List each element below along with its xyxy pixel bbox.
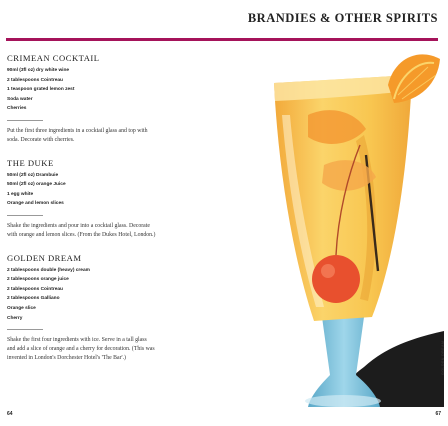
recipe-the-duke <box>7 158 202 240</box>
ingredient: 90ml (3fl oz) dry white wine <box>7 68 70 73</box>
ingredient: 2 tablespoons Galliano <box>7 296 60 302</box>
ingredient: Cherries <box>7 106 27 112</box>
divider <box>7 329 43 330</box>
method-line: Shake the first four ingredients with ice. Serve in a tall glass <box>7 337 147 344</box>
ingredient: 50ml (2fl oz) orange Juice <box>7 182 66 188</box>
ingredient: 2 tablespoons Cointreau <box>7 286 63 292</box>
method-line: with orange and lemon slices. (From the Dukes Hotel, London.) <box>7 231 156 238</box>
recipe-golden-dream <box>7 253 202 363</box>
ingredient: Orange slice <box>7 305 36 311</box>
recipe-method <box>7 127 197 145</box>
ingredient: 1 teaspoon grated lemon zest <box>7 87 75 93</box>
method-line: soda. Decorate with cherries. <box>7 136 75 143</box>
recipe-title: GOLDEN DREAM <box>7 252 82 263</box>
divider <box>7 120 43 121</box>
ingredient: Soda water <box>7 96 33 102</box>
glass-stem <box>308 317 380 407</box>
cocktail-illustration <box>268 45 444 407</box>
recipe-title: THE DUKE <box>7 157 54 168</box>
ingredient: Orange and lemon slices <box>7 201 64 207</box>
divider <box>7 215 43 216</box>
section-title: BRANDIES & OTHER SPIRITS <box>247 11 438 25</box>
page-number-right: 67 <box>435 411 441 417</box>
method-line: Put the first three ingredients in a cocktail glass and top with <box>7 127 148 134</box>
ingredient: 2 tablespoons orange juice <box>7 277 69 283</box>
recipe-column <box>7 53 202 362</box>
recipe-title: CRIMEAN COCKTAIL <box>7 53 100 63</box>
method-line: Shake the ingredients and pour into a cocktail glass. Decorate <box>7 222 150 229</box>
ingredient: 2 tablespoons double (heavy) cream <box>7 267 90 273</box>
page-number-left: 64 <box>7 411 13 417</box>
header-rule <box>6 38 438 41</box>
cherry <box>312 255 360 303</box>
ingredient: 50ml (2fl oz) Drambuie <box>7 172 59 178</box>
ingredient: 1 egg white <box>7 191 34 197</box>
illustration-caption: GOLDEN DREAM <box>441 340 445 375</box>
recipe-crimean-cocktail <box>7 53 202 145</box>
ingredient: Cherry <box>7 315 23 321</box>
recipe-method <box>7 222 197 240</box>
method-line: and add a slice of orange and a cherry for decoration. (This was <box>7 345 155 352</box>
ingredient: 2 tablespoons Cointreau <box>7 77 63 83</box>
recipe-method <box>7 336 197 362</box>
method-line: invented in London's Dorchester Hotel's 'The Bar'.) <box>7 354 126 361</box>
